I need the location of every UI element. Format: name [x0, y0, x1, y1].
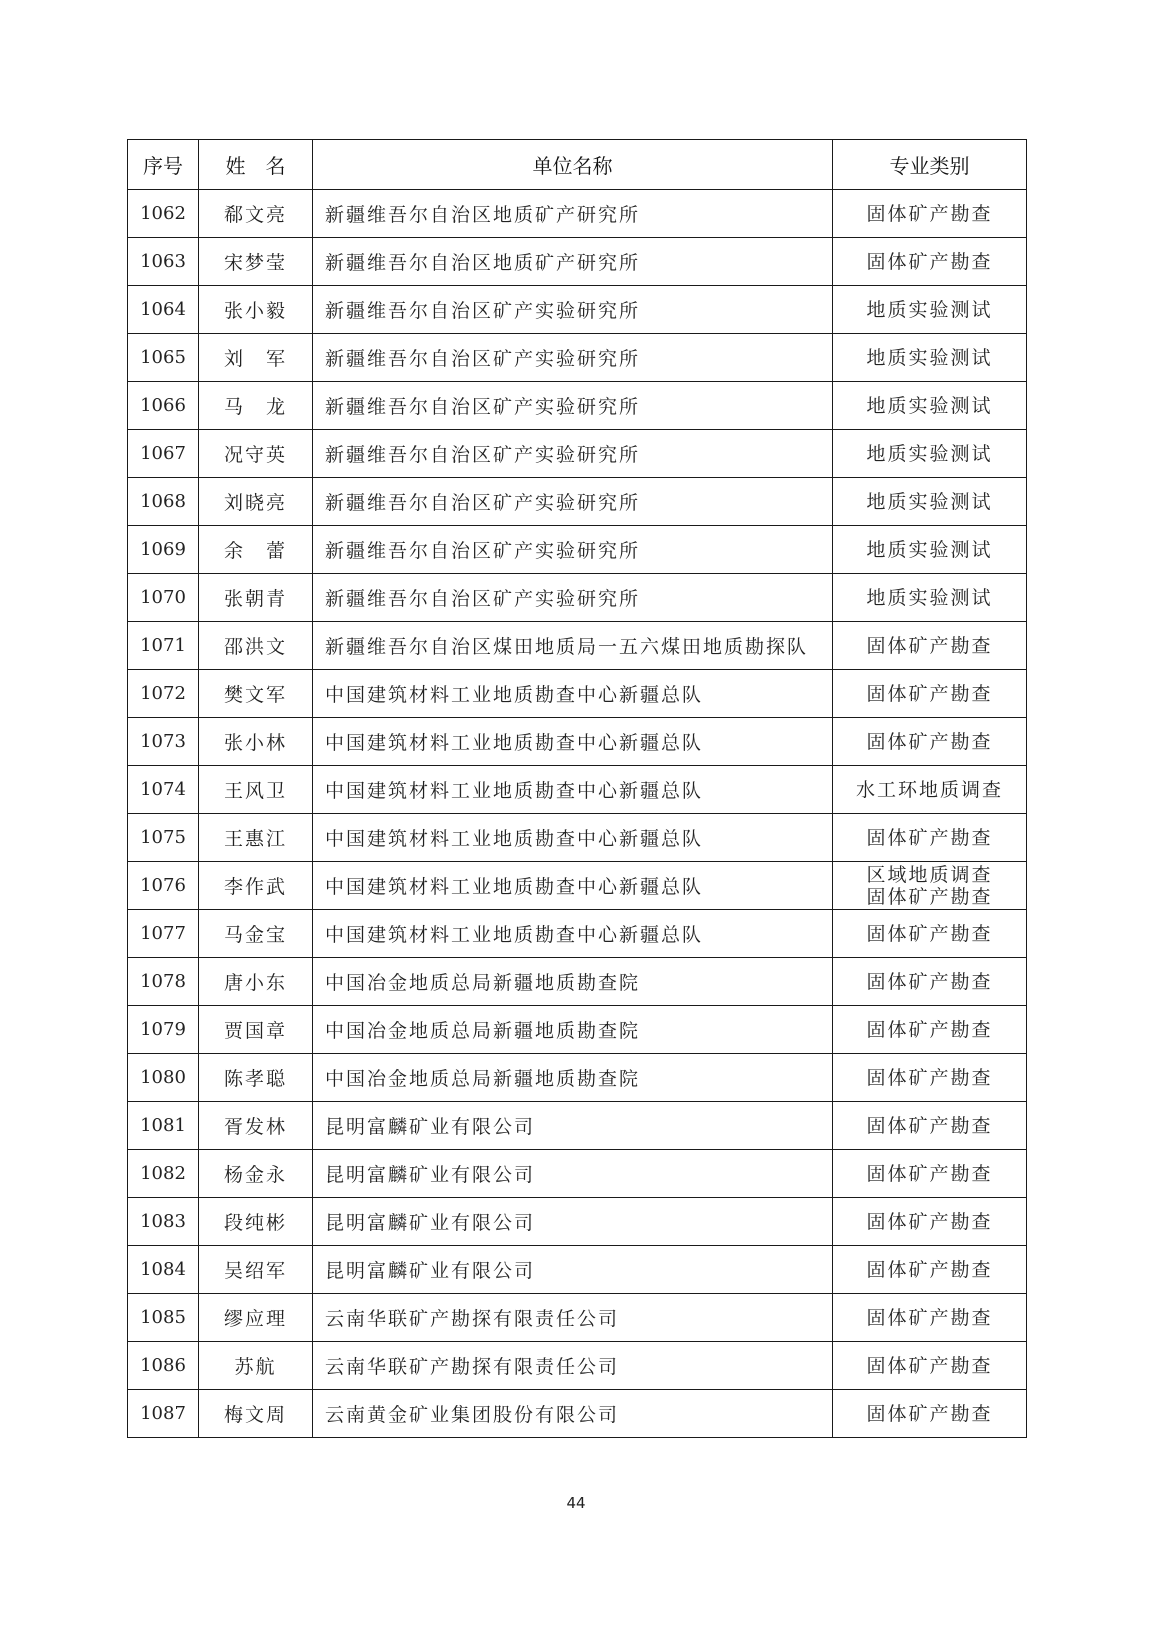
unit-cell: 中国冶金地质总局新疆地质勘查院 [313, 1054, 833, 1102]
category-label: 固体矿产勘查 [866, 634, 993, 657]
category-cell [833, 574, 1027, 622]
category-list [833, 1163, 1026, 1185]
unit-cell: 昆明富麟矿业有限公司 [313, 1198, 833, 1246]
table-row [128, 718, 1027, 766]
category-list [833, 587, 1026, 609]
name-cell: 余 蕾 [199, 526, 313, 574]
category-cell [833, 766, 1027, 814]
table-row [128, 1198, 1027, 1246]
category-label: 固体矿产勘查 [866, 682, 993, 705]
name-cell: 陈孝聪 [199, 1054, 313, 1102]
category-cell [833, 1246, 1027, 1294]
category-cell [833, 1006, 1027, 1054]
category-cell [833, 1294, 1027, 1342]
table-row [128, 574, 1027, 622]
table-row [128, 526, 1027, 574]
name-cell: 贾国章 [199, 1006, 313, 1054]
name-cell: 张朝青 [199, 574, 313, 622]
serial-number-cell: 1073 [128, 718, 199, 766]
category-cell [833, 814, 1027, 862]
category-list [833, 251, 1026, 273]
table-header [128, 140, 1027, 190]
name-cell: 刘晓亮 [199, 478, 313, 526]
name-cell: 杨金永 [199, 1150, 313, 1198]
category-list [833, 683, 1026, 705]
name-cell: 吴绍军 [199, 1246, 313, 1294]
category-list [833, 539, 1026, 561]
serial-number-cell: 1065 [128, 334, 199, 382]
category-cell [833, 190, 1027, 238]
name-cell: 马金宝 [199, 910, 313, 958]
serial-number-cell: 1069 [128, 526, 199, 574]
category-label: 固体矿产勘查 [866, 1402, 993, 1425]
unit-cell: 中国冶金地质总局新疆地质勘查院 [313, 958, 833, 1006]
unit-cell: 新疆维吾尔自治区矿产实验研究所 [313, 526, 833, 574]
unit-cell: 中国冶金地质总局新疆地质勘查院 [313, 1006, 833, 1054]
serial-number-cell: 1085 [128, 1294, 199, 1342]
serial-number-cell: 1062 [128, 190, 199, 238]
category-label: 固体矿产勘查 [866, 250, 993, 273]
category-label: 固体矿产勘查 [866, 1258, 993, 1281]
category-label: 固体矿产勘查 [866, 1018, 993, 1041]
unit-cell: 中国建筑材料工业地质勘查中心新疆总队 [313, 670, 833, 718]
personnel-table [127, 139, 1027, 1438]
serial-number-cell: 1063 [128, 238, 199, 286]
table-row [128, 670, 1027, 718]
serial-number-cell: 1077 [128, 910, 199, 958]
unit-cell: 中国建筑材料工业地质勘查中心新疆总队 [313, 862, 833, 910]
category-label: 地质实验测试 [866, 586, 993, 609]
serial-number-cell: 1068 [128, 478, 199, 526]
category-cell [833, 622, 1027, 670]
name-cell: 郗文亮 [199, 190, 313, 238]
category-label: 区域地质调查 [866, 863, 993, 886]
serial-number-cell: 1070 [128, 574, 199, 622]
table-row [128, 1102, 1027, 1150]
name-cell: 王风卫 [199, 766, 313, 814]
category-list [833, 1067, 1026, 1089]
table-row [128, 1342, 1027, 1390]
table-row [128, 190, 1027, 238]
category-list [833, 1259, 1026, 1281]
table-row [128, 910, 1027, 958]
serial-number-cell: 1086 [128, 1342, 199, 1390]
category-label: 地质实验测试 [866, 394, 993, 417]
unit-cell: 新疆维吾尔自治区矿产实验研究所 [313, 430, 833, 478]
category-list [833, 443, 1026, 465]
category-list [833, 864, 1026, 908]
category-cell [833, 1342, 1027, 1390]
category-label: 固体矿产勘查 [866, 922, 993, 945]
category-label: 固体矿产勘查 [866, 1162, 993, 1185]
category-cell [833, 334, 1027, 382]
category-cell [833, 1102, 1027, 1150]
category-list [833, 299, 1026, 321]
category-label: 固体矿产勘查 [866, 826, 993, 849]
table-row [128, 1246, 1027, 1294]
category-list [833, 731, 1026, 753]
unit-cell: 昆明富麟矿业有限公司 [313, 1246, 833, 1294]
unit-cell: 新疆维吾尔自治区矿产实验研究所 [313, 382, 833, 430]
name-cell: 段纯彬 [199, 1198, 313, 1246]
category-cell [833, 1054, 1027, 1102]
category-label: 地质实验测试 [866, 346, 993, 369]
category-list [833, 347, 1026, 369]
category-list [833, 923, 1026, 945]
category-cell [833, 862, 1027, 910]
category-list [833, 1307, 1026, 1329]
category-cell [833, 382, 1027, 430]
name-cell: 樊文军 [199, 670, 313, 718]
table-row [128, 1150, 1027, 1198]
header-name: 姓 名 [199, 140, 313, 190]
category-label: 水工环地质调查 [855, 778, 1003, 801]
unit-cell: 云南华联矿产勘探有限责任公司 [313, 1342, 833, 1390]
category-list [833, 971, 1026, 993]
category-list [833, 635, 1026, 657]
unit-cell: 云南华联矿产勘探有限责任公司 [313, 1294, 833, 1342]
header-row [128, 140, 1027, 190]
category-list [833, 395, 1026, 417]
serial-number-cell: 1075 [128, 814, 199, 862]
category-cell [833, 526, 1027, 574]
table-row [128, 622, 1027, 670]
table-row [128, 382, 1027, 430]
name-cell: 刘 军 [199, 334, 313, 382]
name-cell: 张小毅 [199, 286, 313, 334]
table-row [128, 1054, 1027, 1102]
unit-cell: 中国建筑材料工业地质勘查中心新疆总队 [313, 766, 833, 814]
header-unit: 单位名称 [313, 140, 833, 190]
category-cell [833, 1198, 1027, 1246]
table-row [128, 1006, 1027, 1054]
unit-cell: 中国建筑材料工业地质勘查中心新疆总队 [313, 814, 833, 862]
category-label: 地质实验测试 [866, 490, 993, 513]
unit-cell: 新疆维吾尔自治区矿产实验研究所 [313, 334, 833, 382]
serial-number-cell: 1080 [128, 1054, 199, 1102]
table-row [128, 1294, 1027, 1342]
unit-cell: 云南黄金矿业集团股份有限公司 [313, 1390, 833, 1438]
serial-number-cell: 1076 [128, 862, 199, 910]
header-serial-number: 序号 [128, 140, 199, 190]
category-cell [833, 670, 1027, 718]
unit-cell: 昆明富麟矿业有限公司 [313, 1150, 833, 1198]
category-label: 固体矿产勘查 [866, 1354, 993, 1377]
table-body [128, 190, 1027, 1438]
serial-number-cell: 1083 [128, 1198, 199, 1246]
unit-cell: 新疆维吾尔自治区地质矿产研究所 [313, 190, 833, 238]
category-cell [833, 718, 1027, 766]
category-label: 固体矿产勘查 [866, 1210, 993, 1233]
serial-number-cell: 1067 [128, 430, 199, 478]
table-row [128, 286, 1027, 334]
header-category: 专业类别 [833, 140, 1027, 190]
table-row [128, 814, 1027, 862]
category-label: 地质实验测试 [866, 538, 993, 561]
name-cell: 马 龙 [199, 382, 313, 430]
unit-cell: 中国建筑材料工业地质勘查中心新疆总队 [313, 910, 833, 958]
category-cell [833, 958, 1027, 1006]
category-label: 固体矿产勘查 [866, 1114, 993, 1137]
table-row [128, 958, 1027, 1006]
name-cell: 缪应理 [199, 1294, 313, 1342]
unit-cell: 中国建筑材料工业地质勘查中心新疆总队 [313, 718, 833, 766]
category-label: 固体矿产勘查 [866, 730, 993, 753]
unit-cell: 昆明富麟矿业有限公司 [313, 1102, 833, 1150]
category-label: 固体矿产勘查 [866, 1066, 993, 1089]
page-number: 44 [566, 1494, 586, 1512]
name-cell: 张小林 [199, 718, 313, 766]
unit-cell: 新疆维吾尔自治区矿产实验研究所 [313, 478, 833, 526]
name-cell: 况守英 [199, 430, 313, 478]
serial-number-cell: 1066 [128, 382, 199, 430]
category-label: 固体矿产勘查 [866, 1306, 993, 1329]
serial-number-cell: 1079 [128, 1006, 199, 1054]
serial-number-cell: 1087 [128, 1390, 199, 1438]
unit-cell: 新疆维吾尔自治区矿产实验研究所 [313, 574, 833, 622]
serial-number-cell: 1084 [128, 1246, 199, 1294]
serial-number-cell: 1074 [128, 766, 199, 814]
name-cell: 宋梦莹 [199, 238, 313, 286]
name-cell: 梅文周 [199, 1390, 313, 1438]
serial-number-cell: 1064 [128, 286, 199, 334]
category-list [833, 1403, 1026, 1425]
category-label: 地质实验测试 [866, 442, 993, 465]
category-cell [833, 238, 1027, 286]
category-list [833, 491, 1026, 513]
name-cell: 胥发林 [199, 1102, 313, 1150]
name-cell: 苏航 [199, 1342, 313, 1390]
category-label: 固体矿产勘查 [866, 202, 993, 225]
table-row [128, 238, 1027, 286]
serial-number-cell: 1078 [128, 958, 199, 1006]
table-row [128, 1390, 1027, 1438]
serial-number-cell: 1082 [128, 1150, 199, 1198]
table-row [128, 862, 1027, 910]
table-row [128, 430, 1027, 478]
category-list [833, 1115, 1026, 1137]
unit-cell: 新疆维吾尔自治区矿产实验研究所 [313, 286, 833, 334]
category-cell [833, 478, 1027, 526]
category-cell [833, 430, 1027, 478]
name-cell: 唐小东 [199, 958, 313, 1006]
category-list [833, 203, 1026, 225]
category-list [833, 1355, 1026, 1377]
table-row [128, 766, 1027, 814]
table-row [128, 478, 1027, 526]
category-cell [833, 1150, 1027, 1198]
serial-number-cell: 1071 [128, 622, 199, 670]
serial-number-cell: 1072 [128, 670, 199, 718]
category-label: 固体矿产勘查 [866, 970, 993, 993]
category-list [833, 779, 1026, 801]
category-list [833, 1019, 1026, 1041]
category-list [833, 827, 1026, 849]
category-label: 地质实验测试 [866, 298, 993, 321]
name-cell: 李作武 [199, 862, 313, 910]
table-row [128, 334, 1027, 382]
name-cell: 王惠江 [199, 814, 313, 862]
category-label: 固体矿产勘查 [866, 885, 993, 908]
serial-number-cell: 1081 [128, 1102, 199, 1150]
category-cell [833, 1390, 1027, 1438]
unit-cell: 新疆维吾尔自治区煤田地质局一五六煤田地质勘探队 [313, 622, 833, 670]
category-list [833, 1211, 1026, 1233]
category-cell [833, 286, 1027, 334]
category-cell [833, 910, 1027, 958]
name-cell: 邵洪文 [199, 622, 313, 670]
unit-cell: 新疆维吾尔自治区地质矿产研究所 [313, 238, 833, 286]
